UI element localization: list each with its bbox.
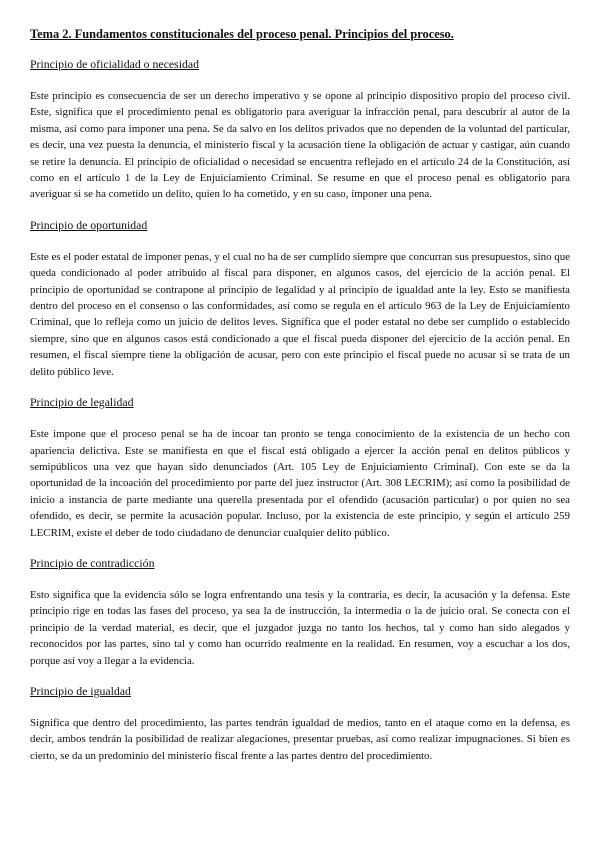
section-heading-legalidad: Principio de legalidad	[30, 395, 134, 410]
section-text-igualdad: Significa que dentro del procedimiento, las partes tendrán igualdad de medios, tanto en el ataque como en la defensa, es decir, ambos tendrán la posibilidad de realizar alegaciones, presentar pruebas, así como realizar impugnaciones. Si bien es cierto, se da un predominio del ministerio fiscal frente a las partes dentro del procedimiento.	[30, 716, 570, 762]
section-heading-contradiccion: Principio de contradicción	[30, 555, 155, 570]
section-text-oportunidad: Este es el poder estatal de imponer penas, y el cual no ha de ser cumplido siempre que concurran sus presupuestos, sino que queda condicionado al poder atribuido al fiscal para disponer, en algunos casos, del ejercicio de la acción penal. El principio de oportunidad se contrapone al principio de legalidad y al principio de igualdad ante la ley. Esto se manifiesta dentro del proceso en el consenso o las conformidades, así como se regula en el artículo 963 de la Ley de Enjuiciamiento Criminal, que lo refleja como un juicio de delitos leves. Significa que el poder estatal no debe ser cumplido o establecido siempre, sino que en algunos casos está condicionado a que el fiscal pueda disponer del ejercicio de la acción penal. En resumen, el fiscal siempre tiene la obligación de acusar, pero con este principio el fiscal puede no acusar si se trata de un delito público leve.	[30, 250, 570, 378]
document-title: Tema 2. Fundamentos constitucionales del proceso penal. Principios del proceso.	[30, 27, 454, 41]
section-text-legalidad: Este impone que el proceso penal se ha de incoar tan pronto se tenga conocimiento de la existencia de un hecho con apariencia delictiva. Este se manifiesta en que el fiscal está obligado a ejercer la acción penal en delitos públicos y semipúblicos una vez que hayan sido denunciados (Art. 105 Ley de Enjuiciamiento Criminal). Con este se da la oportunidad de la incoación del procedimiento por parte del juez instructor (Art. 308 LECRIM); así como la posibilidad de inicio a instancia de parte mediante una querella presentada por el ofendido (acusación particular) o por quien no sea ofendido, es decir, se permite la acusación popular. Incluso, por la existencia de este principio, y según el artículo 259 LECRIM, existe el deber de todo ciudadano de denunciar cualquier delito público.	[30, 428, 570, 539]
section-heading-oportunidad: Principio de oportunidad	[30, 217, 148, 232]
section-text-oficialidad: Este principio es consecuencia de ser un derecho imperativo y se opone al principio dispositivo propio del proceso civil. Este, significa que el procedimiento penal es obligatorio para averiguar la infracción penal, para descubrir al autor de la misma, así como para imponer una pena. Se da salvo en los delitos privados que no dependen de la voluntad del particular, es decir, una vez puesta la denuncia, el ministerio fiscal y la acusación tiene la obligación de actuar y castigar, aún cuando se retire la denuncia. El principio de oficialidad o necesidad se encuentra reflejado en el artículo 24 de la Constitución, así como en el artículo 1 de la Ley de Enjuiciamiento Criminal. Se resume en que el proceso penal es obligatorio para averiguar si se ha cometido un delito, quien lo ha cometido, y en su caso, imponer una pena.	[30, 90, 570, 201]
section-text-contradiccion: Esto significa que la evidencia sólo se logra enfrentando una tesis y la contraria, es decir, la acusación y la defensa. Este principio rige en todas las fases del proceso, ya sea la de instrucción, la intermedia o la de juicio oral. Se conecta con el principio de la verdad material, es decir, que el juzgador juzga no tanto los hechos, tal y como han sido alegados y reconocidos por las partes, sino tal y como han ocurrido realmente en la realidad. En resumen, voy a escuchar a los dos, porque así voy a llegar a la evidencia.	[30, 588, 570, 667]
section-heading-igualdad: Principio de igualdad	[30, 683, 131, 698]
section-heading-oficialidad: Principio de oficialidad o necesidad	[30, 57, 200, 71]
